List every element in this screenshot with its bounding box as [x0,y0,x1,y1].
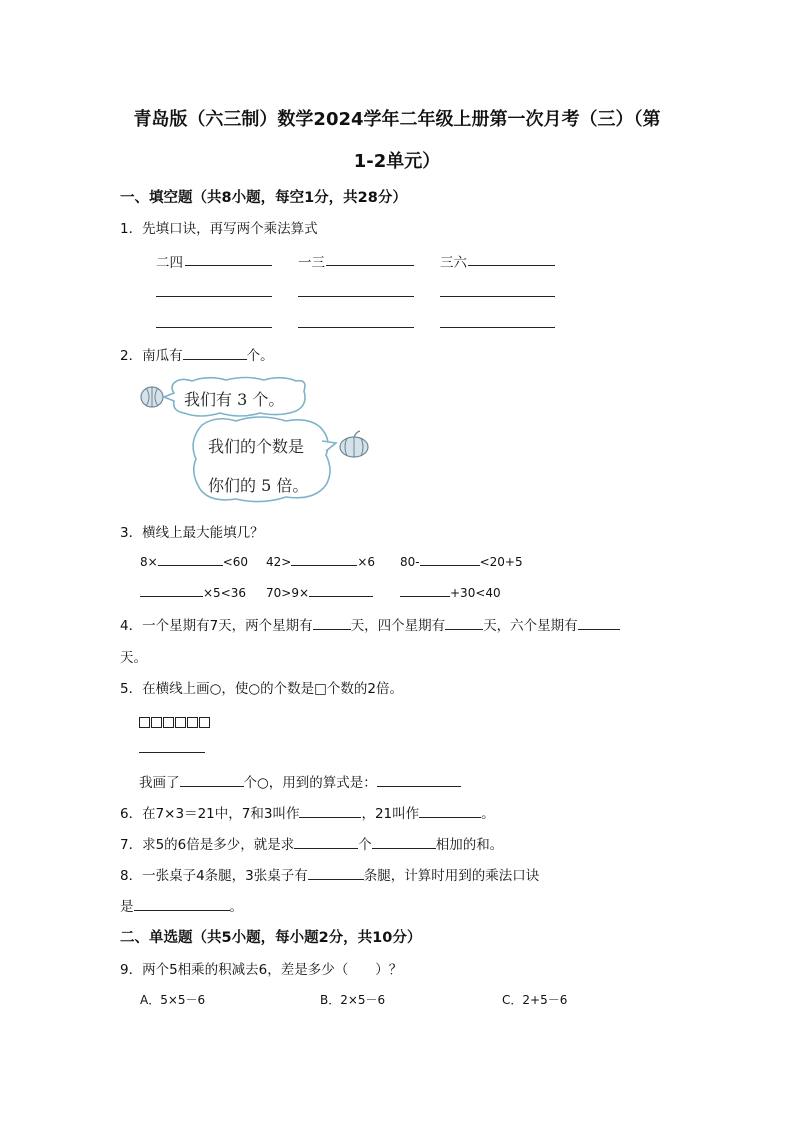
answer-blank[interactable] [420,553,480,566]
question-text: 天，六个星期有 [483,618,578,634]
question-2 [120,344,274,364]
expr-part: ×6 [357,555,376,569]
q1-item-3: 三六 [440,255,467,271]
answer-blank[interactable] [185,265,272,266]
question-text: 相加的和。 [435,837,504,853]
expr-part: ×5<36 [203,586,247,600]
answer-blank[interactable] [291,553,357,566]
answer-blank[interactable] [468,265,555,266]
question-4-cont: 天。 [120,650,147,666]
square-icon [151,717,162,728]
question-text: 一张桌子4条腿，3张桌子有 [142,868,308,884]
question-number: 2． [120,348,143,364]
question-number: 9． [120,962,143,978]
answer-blank[interactable] [294,834,358,849]
q3-row1-b [266,553,375,569]
expr-part: 70>9× [266,586,310,600]
answer-blank[interactable] [308,865,364,880]
question-9 [120,958,402,978]
question-text: 南瓜有 [142,348,183,364]
speech-bubble-1: 我们有 3 个。 [184,390,285,409]
answer-blank[interactable] [183,345,247,360]
q5-answer-line [139,771,461,791]
answer-blank[interactable] [400,584,450,597]
expr-part: <20+5 [479,555,523,569]
question-text: 。 [229,899,243,915]
question-text: 我画了 [139,775,180,791]
question-number: 1． [120,221,143,237]
answer-blank[interactable] [298,327,414,328]
answer-blank[interactable] [326,265,414,266]
question-7 [120,833,503,853]
q3-row2-b [266,584,373,600]
box-row [139,713,211,732]
answer-blank[interactable] [440,327,555,328]
question-text: 个○，用到的算式是： [243,775,377,791]
answer-blank[interactable] [440,296,555,297]
section-heading-single-choice: 二、单选题（共5小题，每小题2分，共10分） [120,930,422,946]
answer-blank[interactable] [156,327,272,328]
question-number: 4． [120,618,143,634]
answer-blank[interactable] [156,296,272,297]
question-text: 求5的6倍是多少，就是求 [142,837,295,853]
expr-part: 42> [266,555,292,569]
expr-part: 8× [140,555,158,569]
pumpkin-icon [340,431,368,457]
square-icon [187,717,198,728]
question-text: 在横线上画○，使○的个数是□个数的2倍。 [142,681,403,697]
question-1 [120,217,318,237]
option-b[interactable]: B．2×5－6 [320,993,386,1007]
question-number: 6． [120,806,143,822]
question-3 [120,521,264,541]
question-8 [120,864,539,884]
square-icon [199,717,210,728]
option-a[interactable]: A．5×5－6 [140,993,206,1007]
page-title-line1: 青岛版（六三制）数学2024学年二年级上册第一次月考（三）（第 [133,109,661,130]
question-number: 8． [120,868,143,884]
q3-row2-a [140,584,246,600]
question-text: 先填口诀，再写两个乘法算式 [142,221,318,237]
expr-part: +30<40 [450,586,501,600]
answer-blank[interactable] [140,584,203,597]
question-5 [120,677,403,697]
question-text: 一个星期有7天，两个星期有 [142,618,313,634]
answer-blank[interactable] [372,834,436,849]
answer-blank[interactable] [299,803,361,818]
square-icon [163,717,174,728]
question-text: 。 [481,806,495,822]
answer-blank[interactable] [445,615,483,630]
q3-row1-a [140,553,248,569]
answer-blank[interactable] [377,772,461,787]
page-title-line2: 1-2单元） [353,151,441,172]
question-8-cont [120,895,243,915]
question-text: 条腿，计算时用到的乘法口诀 [363,868,540,884]
q3-row2-c [400,584,501,600]
question-text: 两个5相乘的积减去6，差是多少（ ）？ [142,962,403,978]
circle-drawing-blank[interactable] [139,752,205,753]
answer-blank[interactable] [419,803,481,818]
q1-item-2: 一三 [298,255,325,271]
square-icon [139,717,150,728]
answer-blank[interactable] [298,296,414,297]
expr-part: <60 [222,555,249,569]
answer-blank[interactable] [309,584,373,597]
question-text: 横线上最大能填几？ [142,525,264,541]
question-6 [120,802,495,822]
speech-bubble-2-line1: 我们的个数是 [208,437,305,456]
watermelon-icon [141,387,163,407]
question-text: 在7×3＝21中，7和3叫作 [142,806,300,822]
speech-bubble-2-line2: 你们的 5 倍。 [208,476,309,495]
question-text: 是 [120,899,134,915]
section-heading-fill-in: 一、填空题（共8小题，每空1分，共28分） [120,190,407,206]
question-number: 7． [120,837,143,853]
answer-blank[interactable] [578,615,620,630]
answer-blank[interactable] [134,896,230,911]
expr-part: 80- [400,555,420,569]
q3-row1-c [400,553,523,569]
question-text: 个。 [246,348,274,364]
answer-blank[interactable] [158,553,223,566]
question-text: 天，四个星期有 [350,618,446,634]
q1-item-1: 二四 [156,255,183,271]
question-text: 个 [358,837,372,853]
option-c[interactable]: C．2+5－6 [502,993,568,1007]
question-4 [120,614,620,634]
answer-blank[interactable] [180,772,244,787]
question-number: 5． [120,681,143,697]
answer-blank[interactable] [313,615,351,630]
question-text: ，21叫作 [361,806,420,822]
square-icon [175,717,186,728]
question-number: 3． [120,525,143,541]
